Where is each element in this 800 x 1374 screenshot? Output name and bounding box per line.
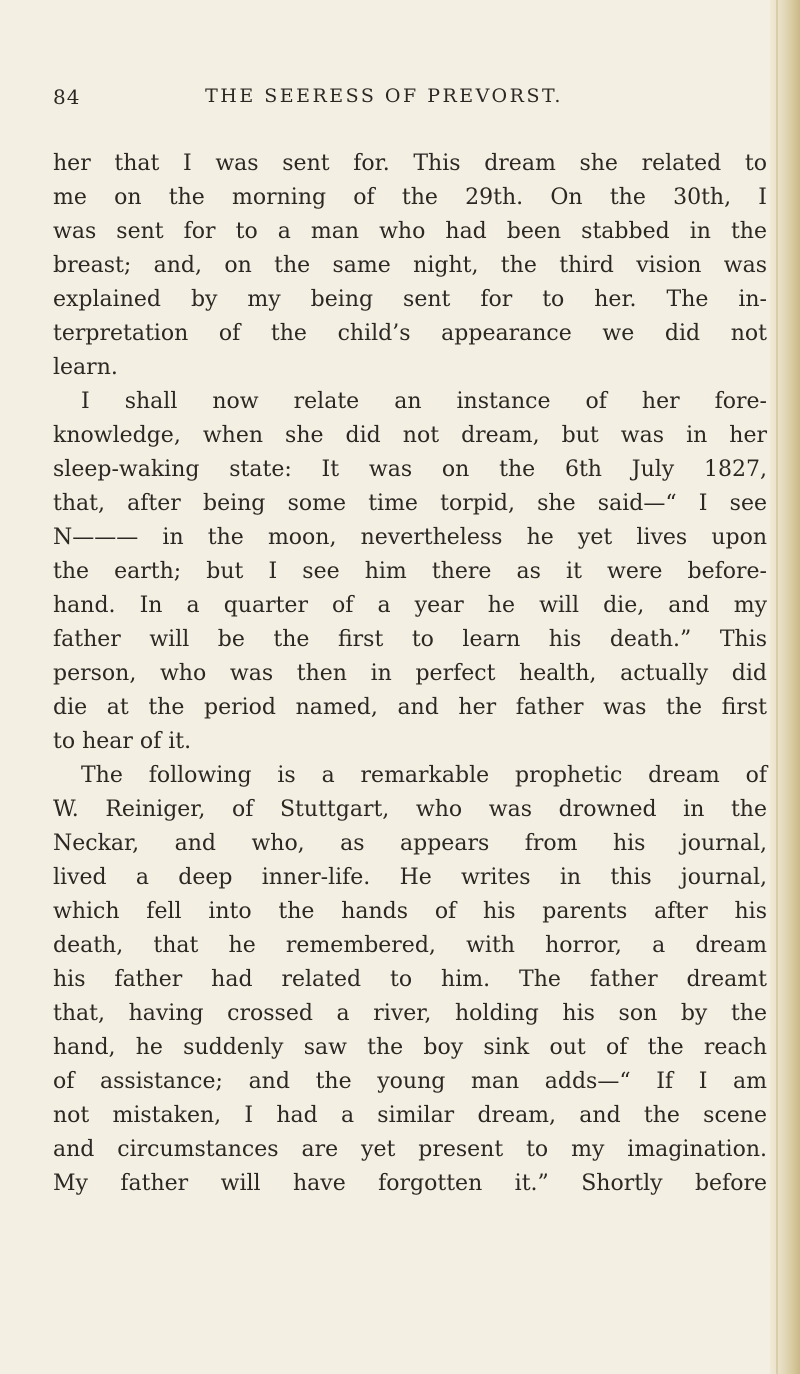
text-line: the earth; but I see him there as it were before-: [53, 559, 767, 584]
page-edge-line: [776, 0, 778, 1374]
text-line: N——— in the moon, nevertheless he yet lives upon: [53, 525, 767, 550]
text-line: father will be the first to learn his death.” This: [53, 627, 767, 652]
text-line: and circumstances are yet present to my imagination.: [53, 1137, 767, 1162]
text-line: of assistance; and the young man adds—“ If I am: [53, 1069, 767, 1094]
text-line: to hear of it.: [53, 729, 192, 754]
paragraph-start-line: I shall now relate an instance of her fore-: [81, 389, 767, 414]
text-line: person, who was then in perfect health, actually did: [53, 661, 767, 686]
text-line: breast; and, on the same night, the third vision was: [53, 253, 767, 278]
text-line: My father will have forgotten it.” Shortly before: [53, 1171, 767, 1196]
text-line: her that I was sent for. This dream she related to: [53, 151, 767, 176]
paragraph-start-line: The following is a remarkable prophetic dream of: [81, 763, 767, 788]
text-line: explained by my being sent for to her. The in-: [53, 287, 767, 312]
text-line: that, after being some time torpid, she said—“ I see: [53, 491, 767, 516]
text-line: die at the period named, and her father was the first: [53, 695, 767, 720]
text-line: terpretation of the child’s appearance we did not: [53, 321, 767, 346]
page-edge-shadow: [770, 0, 800, 1374]
page-number: 84: [53, 85, 81, 109]
text-line: W. Reiniger, of Stuttgart, who was drowned in the: [53, 797, 767, 822]
text-line: was sent for to a man who had been stabbed in the: [53, 219, 767, 244]
text-line: which fell into the hands of his parents after his: [53, 899, 767, 924]
text-line: hand. In a quarter of a year he will die, and my: [53, 593, 767, 618]
text-line: Neckar, and who, as appears from his journal,: [53, 831, 767, 856]
text-line: hand, he suddenly saw the boy sink out of the reach: [53, 1035, 767, 1060]
text-line: lived a deep inner-life. He writes in this journal,: [53, 865, 767, 890]
page-header: [0, 85, 800, 115]
running-head: THE SEERESS OF PREVORST.: [205, 85, 563, 107]
text-line: his father had related to him. The father dreamt: [53, 967, 767, 992]
text-line: learn.: [53, 355, 118, 380]
text-line: me on the morning of the 29th. On the 30th, I: [53, 185, 767, 210]
text-line: knowledge, when she did not dream, but was in her: [53, 423, 767, 448]
text-line: that, having crossed a river, holding his son by the: [53, 1001, 767, 1026]
text-line: death, that he remembered, with horror, a dream: [53, 933, 767, 958]
text-line: sleep-waking state: It was on the 6th July 1827,: [53, 457, 767, 482]
text-line: not mistaken, I had a similar dream, and the scene: [53, 1103, 767, 1128]
